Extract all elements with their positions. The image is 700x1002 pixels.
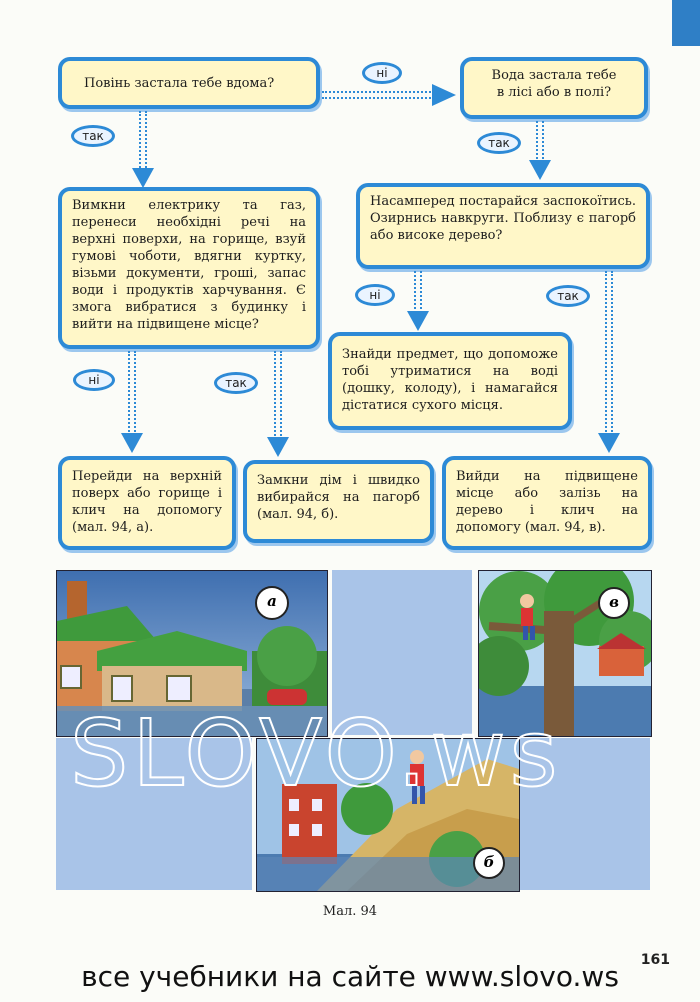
arrow-down-icon [598,433,620,453]
figure-label-b: б [483,853,495,871]
label-no: ні [73,369,115,391]
page-edge-tab [672,0,700,46]
arrow-down-icon [407,311,429,331]
connector-action-to-result-a [128,351,136,435]
figure-label-a: а [267,592,277,610]
label-yes: так [477,132,521,154]
question-forest: Вода застала тебе в лісі або в полі? [460,57,648,119]
connector-calm-to-float [414,271,422,313]
arrow-down-icon [529,160,551,180]
label-no: ні [355,284,395,306]
connector-calm-to-result-c [605,271,613,435]
connector-action-to-result-b [274,351,282,439]
label-no: ні [362,62,402,84]
action-calm: Насамперед постарайся заспокоїтись. Озирнись навкруги. Поблизу є пагорб або високе дерево? [356,183,650,269]
label-yes: так [546,285,590,307]
action-home: Вимкни електрику та газ, перенеси необхідні речі на верхні поверхи, на горище, взуй гумові чоботи, вдягни куртку, візьми документи, гроші, запас води і продуктів харчування. Є змога вибратися з будинку і вийти на підвищене місце? [58,187,320,349]
connector-home-to-forest [322,91,434,99]
result-b: Замкни дім і швидко вибирайся на пагорб (мал. 94, б). [243,460,434,543]
label-yes: так [214,372,258,394]
watermark: SLOVO.ws [70,700,562,807]
connector-home-to-action [139,111,147,171]
result-c: Вийди на підвищене місце або залізь на дерево і клич на допомогу (мал. 94, в). [442,456,652,550]
connector-forest-to-calm [536,121,544,163]
action-float: Знайди предмет, що допоможе тобі утриматися на воді (дошку, колоду), і намагайся дістатися сухого місця. [328,332,572,430]
figure-label-v: в [609,593,619,611]
arrow-down-icon [132,168,154,188]
arrow-right-icon [432,84,456,106]
page-number: 161 [640,952,670,968]
result-a: Перейди на верхній поверх або горище і клич на допомогу (мал. 94, а). [58,456,236,550]
figure-caption: Мал. 94 [322,904,378,919]
site-footer-text: все учебники на сайте www.slovo.ws [81,960,619,993]
arrow-down-icon [121,433,143,453]
arrow-down-icon [267,437,289,457]
question-home: Повінь застала тебе вдома? [58,57,320,109]
label-yes: так [71,125,115,147]
